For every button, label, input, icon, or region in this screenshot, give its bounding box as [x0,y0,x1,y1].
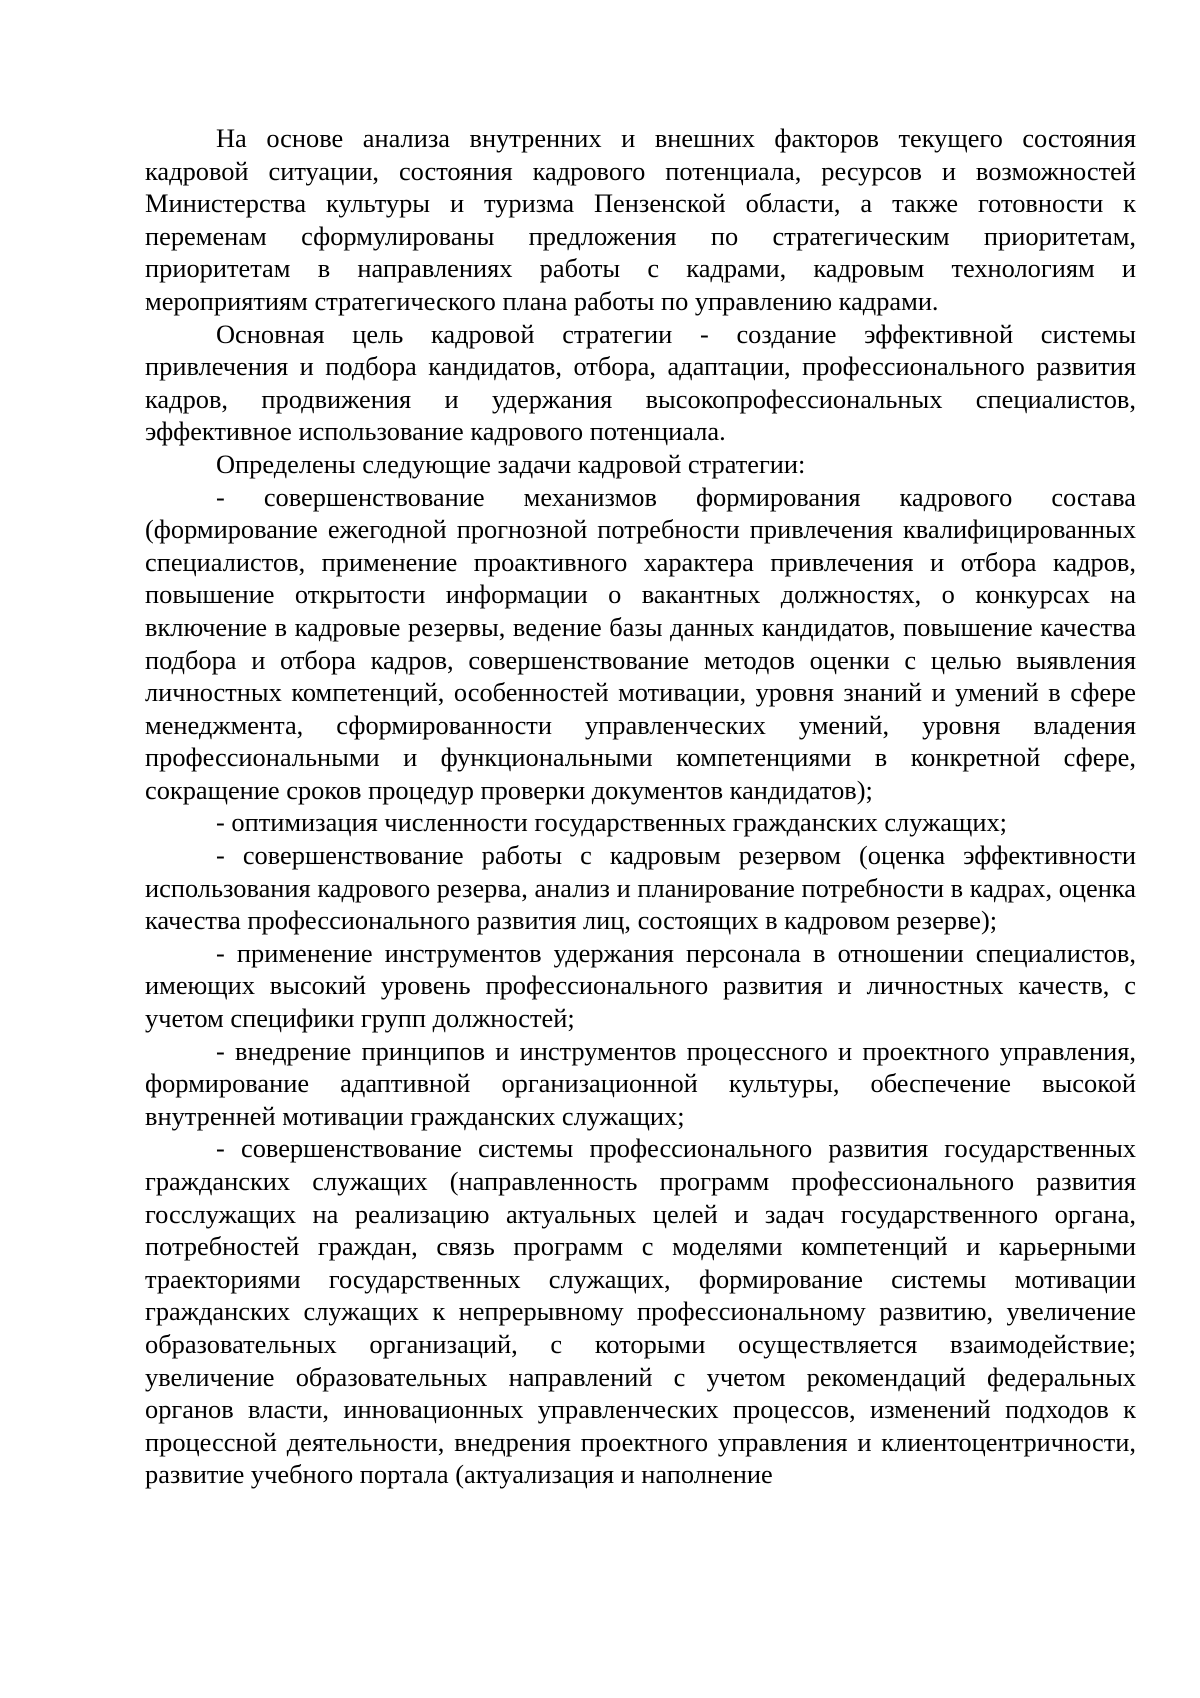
document-body [145,122,1136,1491]
paragraph-tasks-heading: Определены следующие задачи кадровой стратегии: [216,448,806,479]
paragraph-intro: На основе анализа внутренних и внешних факторов текущего состояния кадровой ситуации, состояния кадрового потенциала, ресурсов и возможностей Министерства культуры и туризма Пензенской области, а также готовности к переменам сформулированы предложения по стратегическим приоритетам, приоритетам в направлениях работы с кадрами, кадровым технологиям и мероприятиям стратегического плана работы по управлению кадрами. [145,123,1136,316]
list-item-task-6: - совершенствование системы профессионального развития государственных гражданских служащих (направленность программ профессионального развития госслужащих на реализацию актуальных целей и задач государственного органа, потребностей граждан, связь программ с моделями компетенций и карьерными траекториями государственных служащих, формирование системы мотивации гражданских служащих к непрерывному профессиональному развитию, увеличение образовательных организаций, с которыми осуществляется взаимодействие; увеличение образовательных направлений с учетом рекомендаций федеральных органов власти, инновационных управленческих процессов, изменений подходов к процессной деятельности, внедрения проектного управления и клиентоцентричности, развитие учебного портала (актуализация и наполнение [145,1133,1136,1490]
list-item-task-5: - внедрение принципов и инструментов процессного и проектного управления, формирование адаптивной организационной культуры, обеспечение высокой внутренней мотивации гражданских служащих; [145,1035,1136,1131]
list-item-task-2: - оптимизация численности государственных гражданских служащих; [216,807,1007,838]
paragraph-main-goal: Основная цель кадровой стратегии - создание эффективной системы привлечения и подбора кандидатов, отбора, адаптации, профессионального развития кадров, продвижения и удержания высокопрофессиональных специалистов, эффективное использование кадрового потенциала. [145,318,1136,447]
list-item-task-3: - совершенствование работы с кадровым резервом (оценка эффективности использования кадрового резерва, анализ и планирование потребности в кадрах, оценка качества профессионального развития лиц, состоящих в кадровом резерве); [145,840,1136,936]
list-item-task-1: - совершенствование механизмов формирования кадрового состава (формирование ежегодной прогнозной потребности привлечения квалифицированных специалистов, применение проактивного характера привлечения и отбора кадров, повышение открытости информации о вакантных должностях, о конкурсах на включение в кадровые резервы, ведение базы данных кандидатов, повышение качества подбора и отбора кадров, совершенствование методов оценки с целью выявления личностных компетенций, особенностей мотивации, уровня знаний и умений в сфере менеджмента, сформированности управленческих умений, уровня владения профессиональными и функциональными компетенциями в конкретной сфере, сокращение сроков процедур проверки документов кандидатов); [145,481,1136,805]
list-item-task-4: - применение инструментов удержания персонала в отношении специалистов, имеющих высокий уровень профессионального развития и личностных качеств, с учетом специфики групп должностей; [145,937,1136,1034]
